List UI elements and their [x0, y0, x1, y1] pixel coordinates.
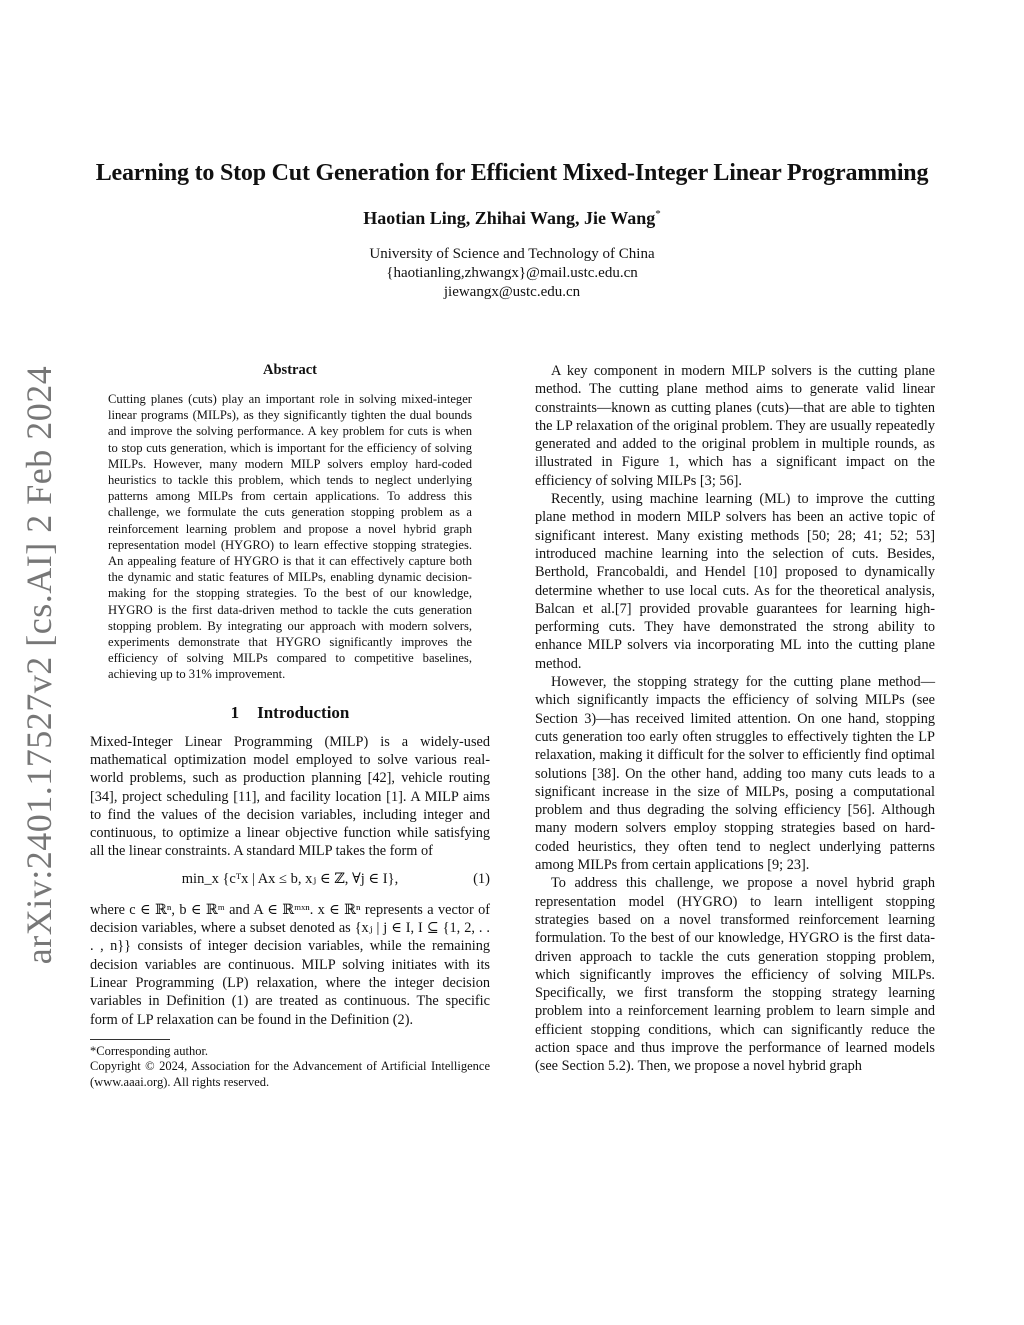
right-paragraph-2: Recently, using machine learning (ML) to improve the cutting plane method in modern MILP solvers has been an active topic of significant interest. Many existing methods [50; 28; 41; 52; 53] introduced machine learning into the selection of cuts. Besides, Berthold, Francobaldi, and Hendel [10] proposed to dynamically determine whether to use local cuts. As for the theoretical analysis, Balcan et al.[7] provided provable guarantees for learning high-performing cuts. They have demonstrated the strong ability to enhance MILP solvers via incorporating ML into the cutting plane method. [535, 491, 935, 672]
arxiv-sidebar [14, 365, 64, 965]
equation-body: min_x {cᵀx | Ax ≤ b, xⱼ ∈ ℤ, ∀j ∈ I}, [181, 871, 399, 888]
intro-paragraph-1: Mixed-Integer Linear Programming (MILP) is a widely-used mathematical optimization model employed to solve various real-world problems, such as production planning [42], vehicle routing [34], project scheduling [11], and facility location [1]. A MILP aims to find the values of the decision variables, including integer and continuous, to optimize a linear objective function while satisfying all the linear constraints. A standard MILP takes the form of [90, 733, 490, 860]
arxiv-identifier: arXiv:2401.17527v2 [cs.AI] 2 Feb 2024 [19, 365, 59, 965]
right-paragraph-3: However, the stopping strategy for the cutting plane method—which significantly impacts the efficiency of solving MILPs (see Section 3)—has received limited attention. On one hand, stopping cuts generation too early often struggles to effectively tighten the LP relaxation, making it difficult for the solver to efficiently find optimal solutions [38]. On the other hand, adding too many cuts leads to a significant increase in the size of MILPs, posing a computational problem and thus degrading the solving efficiency [56]. Although many modern solvers employ stopping strategies based on hard-coded heuristics, they often tend to neglect underlying patterns among MILPs from certain applications [9; 23]. [535, 674, 935, 874]
corresponding-mark: * [655, 208, 661, 220]
left-column [90, 362, 490, 1090]
footnote-copyright: Copyright © 2024, Association for the Advancement of Artificial Intelligence (www.aaai.org). All rights reserved. [90, 1059, 490, 1089]
intro-paragraph-2: where c ∈ ℝⁿ, b ∈ ℝᵐ and A ∈ ℝᵐˣⁿ. x ∈ ℝⁿ represents a vector of decision variables, where a subset denoted as {xⱼ | j ∈ I, I ⊆ {1, 2, . . . , n}} consists of integer decision variables, while the remaining decision variables are continuous. MILP solving initiates with its Linear Programming (LP) relaxation, where the integer decision variables in Definition (1) are treated as continuous. The specific form of LP relaxation can be found in the Definition (2). [90, 901, 490, 1028]
right-column [535, 362, 935, 1076]
equation-number: (1) [473, 871, 490, 888]
affiliation: University of Science and Technology of China [369, 246, 655, 262]
right-paragraph-1: A key component in modern MILP solvers is the cutting plane method. The cutting plane method aims to generate valid linear constraints—known as cutting planes (cuts)—that are able to tighten the LP relaxation of the original problem. They are usually repeatedly generated and added to the original problem in multiple rounds, as illustrated in Figure 1, which has a significant impact on the efficiency of solving MILPs [3; 56]. [535, 363, 935, 489]
footnote-rule [90, 1039, 170, 1040]
section-number: 1 [230, 702, 240, 722]
section-title: Introduction [257, 702, 350, 722]
author-list [0, 208, 1024, 229]
abstract-heading: Abstract [263, 362, 317, 378]
author-names: Haotian Ling, Zhihai Wang, Jie Wang [363, 208, 656, 228]
right-paragraph-4: To address this challenge, we propose a novel hybrid graph representation model (HYGRO) to learn intelligent stopping strategies based on a novel transformed reinforcement learning formulation. To the best of our knowledge, HYGRO is the first data-driven approach to tackle the cuts generation stopping problem, which significantly improves the efficiency of solving MILPs. Specifically, we first transform the stopping strategy learning problem into a reinforcement learning problem to learn simple and efficient stopping conditions, which can significantly reduce the action space and thus improve the performance of learned models (see Section 5.2). Then, we propose a novel hybrid graph [535, 875, 935, 1075]
abstract-body: Cutting planes (cuts) play an important role in solving mixed-integer linear programs (MILPs), as they significantly tighten the dual bounds and improve the solving performance. A key problem for cuts is when to stop cuts generation, which is important for the efficiency of solving MILPs. However, many modern MILP solvers employ hard-coded heuristics to tackle this problem, which tends to neglect underlying patterns among MILPs from certain applications. To address this challenge, we formulate the cuts generation stopping problem as a reinforcement learning problem and propose a novel hybrid graph representation model (HYGRO) to learn effective stopping strategies. An appealing feature of HYGRO is that it can effectively capture both the dynamic and static features of MILPs, enabling dynamic decision-making for the stopping strategies. To the best of our knowledge, HYGRO is the first data-driven method to tackle the cuts generation stopping problem. By integrating our approach with modern solvers, experiments demonstrate that HYGRO significantly improves the efficiency of solving MILPs compared to competitive baselines, achieving up to 31% improvement. [108, 392, 472, 682]
author-email-2: jiewangx@ustc.edu.cn [443, 284, 581, 300]
author-emails: {haotianling,zhwangx}@mail.ustc.edu.cn [386, 265, 638, 281]
affiliation-block [0, 245, 1024, 302]
section-heading-introduction [90, 703, 490, 723]
footnote-corresponding: *Corresponding author. [90, 1043, 209, 1058]
equation-1 [90, 867, 490, 893]
paper-title: Learning to Stop Cut Generation for Efficient Mixed-Integer Linear Programming [95, 160, 929, 186]
